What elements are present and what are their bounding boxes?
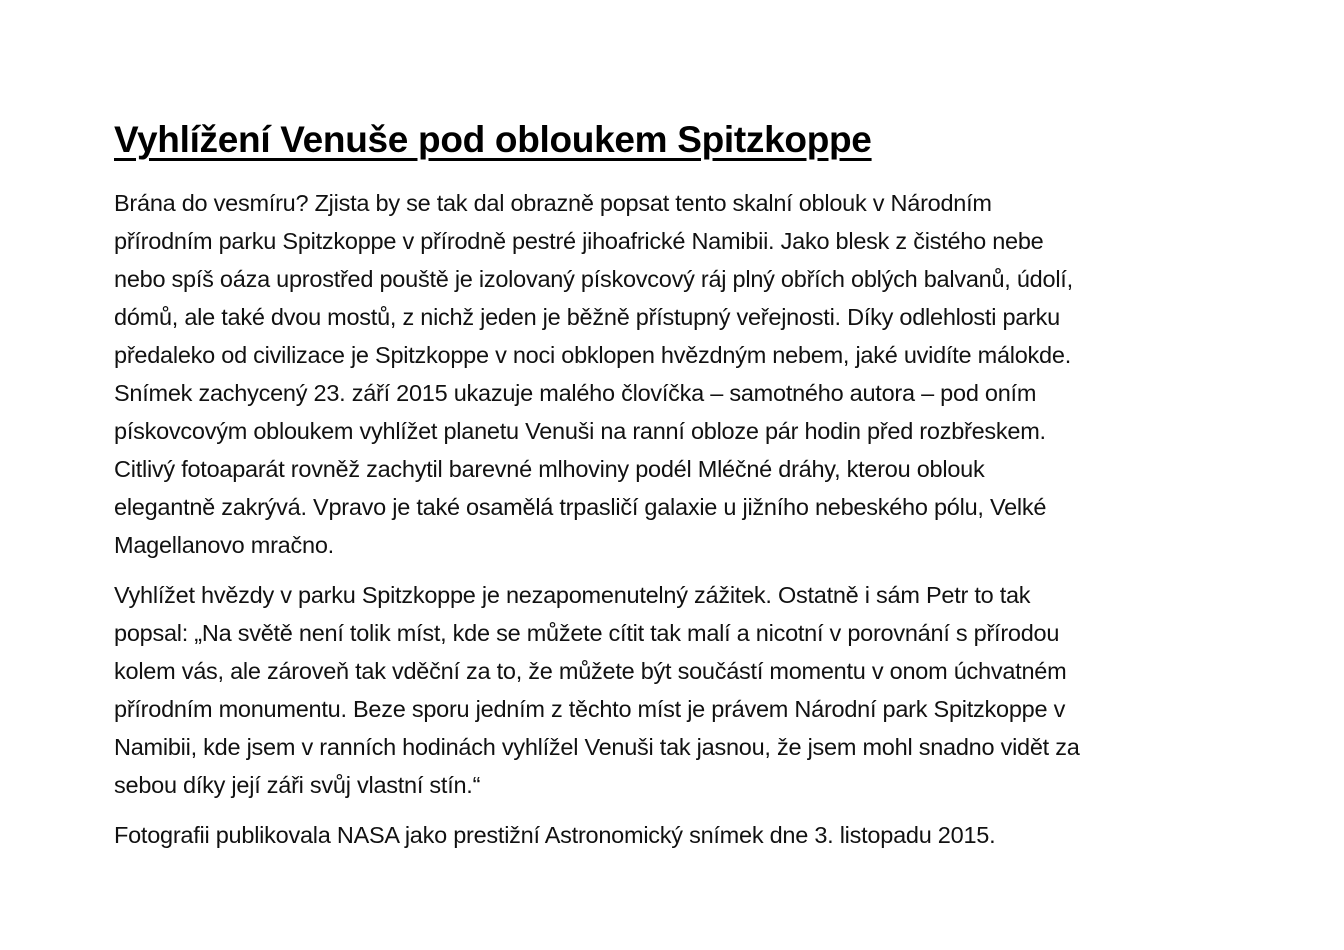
paragraph-description bbox=[114, 184, 1073, 564]
paragraph-line: předaleko od civilizace je Spitzkoppe v noci obklopen hvězdným nebem, jaké uvidíte málokde. bbox=[114, 342, 1071, 368]
paragraph-line: Citlivý fotoaparát rovněž zachytil barevné mlhoviny podél Mléčné dráhy, kterou oblouk bbox=[114, 456, 985, 482]
paragraph-line: Brána do vesmíru? Zjista by se tak dal obrazně popsat tento skalní oblouk v Národním bbox=[114, 190, 992, 216]
paragraph-line: nebo spíš oáza uprostřed pouště je izolovaný pískovcový ráj plný obřích oblých balvanů, údolí, bbox=[114, 266, 1073, 292]
paragraph-line: přírodním parku Spitzkoppe v přírodně pestré jihoafrické Namibii. Jako blesk z čistého nebe bbox=[114, 228, 1044, 254]
paragraph-quote bbox=[114, 576, 1080, 804]
paragraph-line: sebou díky její záři svůj vlastní stín.“ bbox=[114, 772, 481, 798]
paragraph-line: dómů, ale také dvou mostů, z nichž jeden je běžně přístupný veřejnosti. Díky odlehlosti parku bbox=[114, 304, 1060, 330]
paragraph-line: Magellanovo mračno. bbox=[114, 532, 334, 558]
paragraph-line: popsal: „Na světě není tolik míst, kde se můžete cítit tak malí a nicotní v porovnání s přírodou bbox=[114, 620, 1060, 646]
paragraph-line: Snímek zachycený 23. září 2015 ukazuje malého človíčka – samotného autora – pod oním bbox=[114, 380, 1037, 406]
page-title: Vyhlížení Venuše pod obloukem Spitzkoppe bbox=[114, 119, 872, 160]
paragraph-line: pískovcovým obloukem vyhlížet planetu Venuši na ranní obloze pár hodin před rozbřeskem. bbox=[114, 418, 1046, 444]
paragraph-line: kolem vás, ale zároveň tak vděční za to, že můžete být součástí momentu v onom úchvatném bbox=[114, 658, 1067, 684]
paragraph-line: přírodním monumentu. Beze sporu jedním z těchto míst je právem Národní park Spitzkoppe v bbox=[114, 696, 1066, 722]
paragraph-line: Vyhlížet hvězdy v parku Spitzkoppe je nezapomenutelný zážitek. Ostatně i sám Petr to tak bbox=[114, 582, 1031, 608]
paragraph-publication-note bbox=[114, 816, 995, 854]
paragraph-line: elegantně zakrývá. Vpravo je také osamělá trpasličí galaxie u jižního nebeského pólu, Velké bbox=[114, 494, 1047, 520]
paragraph-line: Namibii, kde jsem v ranních hodinách vyhlížel Venuši tak jasnou, že jsem mohl snadno vidět za bbox=[114, 734, 1080, 760]
paragraph-line: Fotografii publikovala NASA jako prestižní Astronomický snímek dne 3. listopadu 2015. bbox=[114, 822, 996, 848]
